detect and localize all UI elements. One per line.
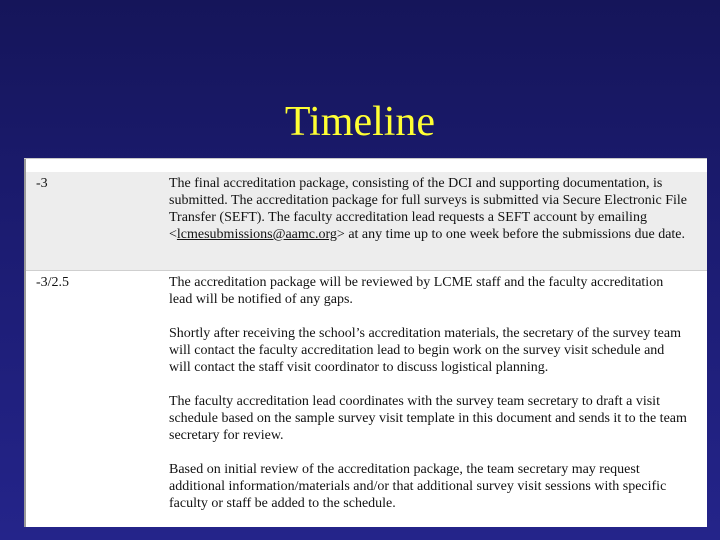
paragraph-schedule-draft: The faculty accreditation lead coordinates with the survey team secretary to draft a visit schedule based on the sample survey visit template in this document and sends it to the team secretary for review. bbox=[169, 394, 687, 443]
description-cell bbox=[169, 274, 689, 512]
table-top-border bbox=[24, 158, 707, 159]
description-cell bbox=[169, 175, 689, 243]
timeline-table bbox=[24, 158, 707, 527]
paragraph-additional-info: Based on initial review of the accreditation package, the team secretary may request additional information/materials and/or that additional survey visit sessions with specific faculty or staff be added to the schedule. bbox=[169, 462, 667, 511]
paragraph-secretary-contact: Shortly after receiving the school’s accreditation materials, the secretary of the survey team will contact the faculty accreditation lead to begin work on the survey visit schedule and will contact the staff visit coordinator to discuss logistical planning. bbox=[169, 326, 681, 375]
row-text: The final accreditation package, consisting of the DCI and supporting documentation, is submitted. The accreditation package for full surveys is submitted via Secure Electronic File Transfer (SEFT). The faculty accreditation lead requests a SEFT account by emailing < bbox=[169, 176, 687, 242]
row-text-end: > at any time up to one week before the submissions due date. bbox=[336, 227, 686, 242]
slide-title: Timeline bbox=[284, 99, 436, 146]
email-link[interactable]: lcmesubmissions@aamc.org bbox=[176, 227, 337, 242]
time-cell: -3 bbox=[36, 176, 48, 191]
time-cell: -3/2.5 bbox=[36, 275, 70, 290]
paragraph-review: The accreditation package will be reviewed by LCME staff and the faculty accreditation lead will be notified of any gaps. bbox=[169, 275, 664, 307]
table-row bbox=[26, 172, 707, 271]
table-row bbox=[26, 271, 707, 527]
